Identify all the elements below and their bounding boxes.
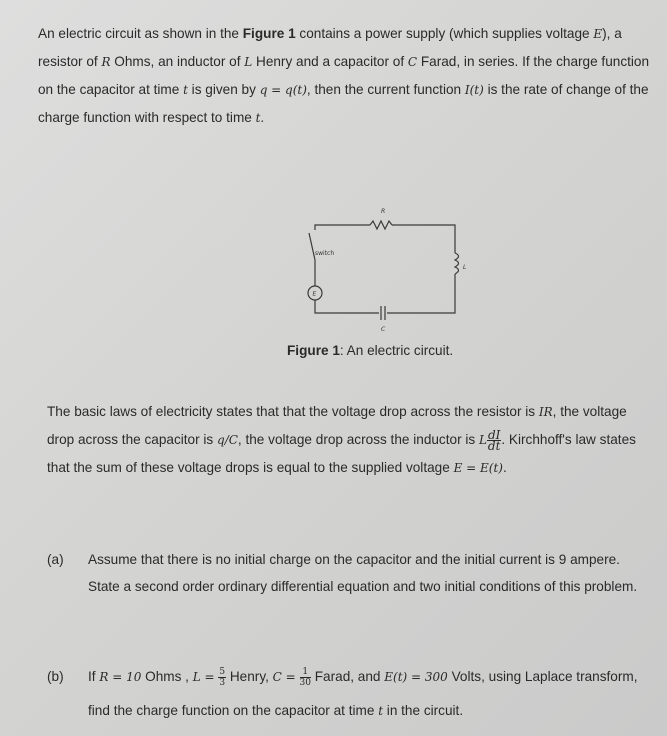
resistor-label: R [381,208,386,215]
math-symbol: C [407,55,418,69]
capacitor-label: C [381,326,386,333]
question-b-fragment: If [88,669,100,684]
caption-label: Figure 1 [287,343,340,358]
math-expression: C = [272,670,296,684]
math-symbol: L [244,55,253,69]
capacitance-fraction [300,667,311,688]
intro-text: Ohms, an inductor of [110,54,245,69]
fraction-denominator: 3 [219,677,226,688]
math-expression: q/C [217,433,238,447]
figure-caption [287,343,453,358]
laws-text: , the voltage drop across the capacitor is [47,404,627,447]
fraction-denominator: dt [487,438,501,453]
math-symbol: t [183,83,188,97]
wire-right-bottom [387,274,455,313]
intro-text: is the rate of change of the charge function with respect to time [38,82,649,125]
intro-text: Henry and a capacitor of [252,54,408,69]
laws-text: . Kirchhoff's law states that the sum of these voltage drops is equal to the supplied voltage [47,432,636,475]
math-symbol: R [101,55,111,69]
question-b-label: (b) [47,669,64,684]
fraction-numerator: 1 [300,667,311,678]
switch-label: switch [315,250,335,257]
intro-text: is given by [187,82,260,97]
intro-text: An electric circuit as shown in the [38,26,243,41]
math-symbol: E [593,27,603,41]
wire-top-right [392,225,455,253]
fraction-denominator: 30 [299,677,311,688]
laws-paragraph [47,398,643,482]
laws-text: , the voltage drop across the inductor is [237,432,479,447]
question-b-fragment: Henry, [226,669,273,684]
intro-text: Farad, in series. If the charge function on the capacitor at time [38,54,650,97]
figure-reference: Figure 1 [242,26,296,41]
question-b-fragment: Volts, using Laplace transform, find the charge function on the capacitor at time [88,669,638,718]
derivative-fraction [487,427,501,453]
fraction-numerator: 5 [219,666,226,677]
math-expression: I(t) [464,83,484,97]
laws-text: . [502,460,507,475]
question-a-label: (a) [47,552,64,567]
math-symbol: L [478,433,487,447]
math-expression: E = E(t) [453,461,503,475]
math-expression: E(t) = 300 [384,670,448,684]
question-a-text: Assume that there is no initial charge on the capacitor and the initial current is 9 ampere. State a second order ordinary differential equation and two initial conditions of this problem. [88,552,638,594]
question-b-fragment: Farad, and [310,669,385,684]
inductance-fraction [218,667,226,688]
caption-text: : An electric circuit. [339,343,454,358]
intro-text: , then the current function [306,82,465,97]
question-b-fragment: Ohms , [141,669,193,684]
intro-text: contains a power supply (which supplies voltage [295,26,594,41]
voltage-source-label: E [312,290,317,298]
circuit-diagram [295,185,475,335]
wire-top-left [315,225,370,230]
inductor-coil [455,253,459,274]
resistor-zigzag [370,221,392,229]
math-symbol: t. [255,111,265,125]
question-b-text [88,660,644,728]
inductor-label: L [463,264,467,271]
intro-text: ), a resistor of [38,26,622,69]
math-expression: R = 10 [99,670,142,684]
math-expression: q = q(t) [259,83,307,97]
intro-paragraph [38,20,650,132]
fraction-numerator: dI [487,427,501,442]
math-symbol: t [378,704,384,718]
wire-bottom-left [315,300,379,313]
math-expression: L = [192,670,215,684]
question-b-fragment: in the circuit. [383,703,464,718]
laws-text: The basic laws of electricity states that that the voltage drop across the resistor is [47,404,539,419]
math-expression: IR [538,405,553,419]
